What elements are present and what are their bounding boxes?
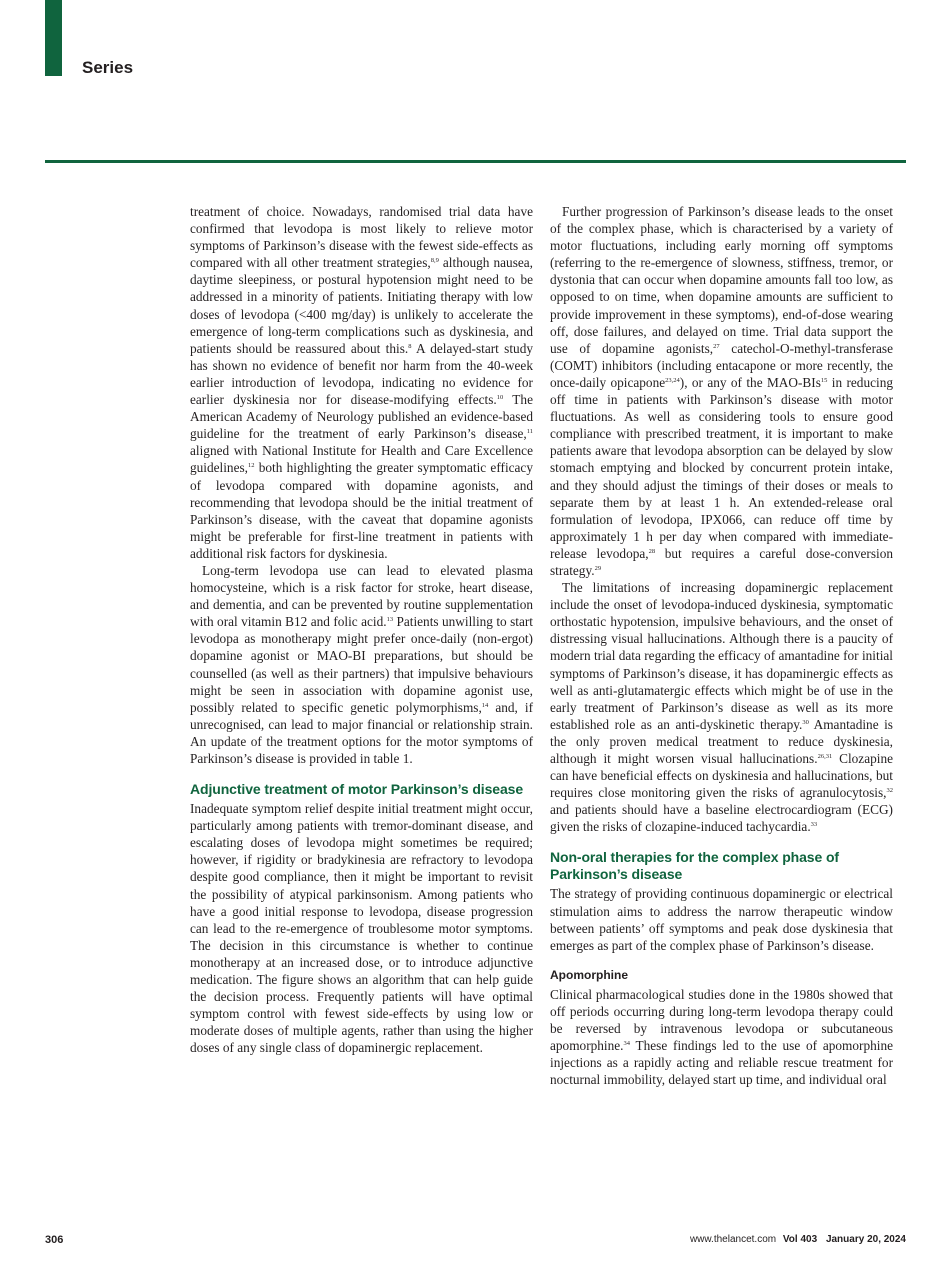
citation: 8,9: [430, 257, 439, 265]
header-rule: [45, 160, 906, 163]
paragraph: The strategy of providing continuous dopaminergic or electrical stimulation aims to address the narrow therapeutic window between patients’ off symptoms and peak dose dyskinesia that emerges as part of the complex phase of Parkinson’s disease.: [550, 886, 893, 953]
page-number: 306: [45, 1234, 64, 1246]
journal-url[interactable]: www.thelancet.com: [689, 1234, 777, 1245]
citation: 23,24: [665, 376, 680, 384]
paragraph: Clinical pharmacological studies done in the 1980s showed that off periods occurring during long-term levodopa therapy could be reversed by intravenous levodopa or subcutaneous apomorphine.$^{34}$ These findings led to the use of apomorphine injections as a rapidly acting and reliable rescue treatment for nocturnal immobility, delayed start up time, and individual oral: [550, 986, 893, 1088]
citation: 30: [802, 718, 809, 726]
series-color-bar: [45, 0, 62, 76]
paragraph: The limitations of increasing dopaminergic replacement include the onset of levodopa-induced dyskinesia, symptomatic orthostatic hypotension, impulsive behaviours, and the onset of distressing visual hallucinations. Although there is a paucity of modern trial data regarding the efficacy of amantadine for initial symptoms of Parkinson’s disease, it has dopaminergic effects as well as anti-glutamatergic effects which might be of use in the early treatment of Parkinson’s disease as well as its more established role as an anti-dyskinetic therapy.$^{30}$ Amantadine is the only proven medical treatment to reduce dyskinesia, although it might worsen visual hallucinations.$^{26,31}$ Clozapine can have beneficial effects on dyskinesia and hallucinations, but requires close monitoring given the risks of agranulocytosis,$^{32}$ and patients should have a baseline electrocardiogram (ECG) given the risks of clozapine-induced tachycardia.$^{33}$: [550, 580, 894, 835]
journal-date: January 20, 2024: [825, 1234, 906, 1245]
citation: 28: [648, 547, 656, 555]
left-column: [190, 203, 533, 1057]
citation: 27: [713, 342, 720, 350]
citation: 13: [386, 616, 394, 624]
citation: 29: [594, 564, 602, 572]
citation: 12: [247, 462, 255, 470]
citation: 8: [408, 342, 412, 350]
citation: 33: [810, 821, 818, 829]
journal-footer: [690, 1234, 906, 1245]
paragraph: Inadequate symptom relief despite initial treatment might occur, particularly among patients with tremor-dominant disease, and escalating doses of levodopa might sometimes be required; however, if rigidity or bradykinesia are refractory to levodopa despite good compliance, then it might be important to revisit the possibility of atypical parkinsonism. Among patients who have a good initial response to levodopa, disease progression can lead to the re-emergence of troublesome motor symptoms. The decision in this circumstance is whether to continue monotherapy at an increased dose, or to introduce adjunctive medication. The figure shows an algorithm that can help guide the decision process. Frequently patients will have optimal symptom control with fewest side-effects by using low or moderate doses of multiple agents, rather than using the higher doses of any single class of dopaminergic replacement.: [190, 801, 533, 1056]
citation: 34: [623, 1040, 630, 1048]
right-column: [550, 203, 893, 1088]
section-label: Series: [82, 58, 134, 77]
subsection-heading: Apomorphine: [550, 967, 628, 982]
citation: 32: [886, 787, 893, 795]
citation: 14: [481, 701, 489, 709]
citation: 15: [820, 376, 828, 384]
section-heading: Adjunctive treatment of motor Parkinson’s disease: [190, 781, 524, 798]
journal-volume: Vol 403: [782, 1234, 818, 1245]
citation: 10: [496, 394, 504, 402]
paragraph: Long-term levodopa use can lead to elevated plasma homocysteine, which is a risk factor for stroke, heart disease, and dementia, and can be prevented by routine supplementation with oral vitamin B12 and folic acid.$^{13}$ Patients unwilling to start levodopa as monotherapy might prefer once-daily (non-ergot) dopamine agonist or MAO-BI preparations, but should be counselled (as well as their partners) that impulsive behaviours might be seen in association with dopamine agonist use, possibly related to specific genetic polymorphisms,$^{14}$ and, if unrecognised, can lead to major financial or relationship strain. An update of the treatment options for the motor symptoms of Parkinson’s disease is provided in table 1.: [190, 562, 533, 766]
paragraph: Further progression of Parkinson’s disease leads to the onset of the complex phase, which is characterised by a variety of motor fluctuations, including early morning off symptoms (referring to the re-emergence of slowness, stiffness, tremor, or dystonia that can occur when dopamine amounts fall too low, as opposed to on time, when dopamine amounts are sufficient to provide improvement in these symptoms), end-of-dose wearing off, dose failures, and delayed on time. Trial data support the use of dopamine agonists,$^{27}$ catechol-O-methyl-transferase (COMT) inhibitors (including entacapone or more recently, the once-daily opicapone$^{23,24}$), or any of the MAO-BIs$^{15}$ in reducing off time in patients with Parkinson’s disease with motor fluctuations. As well as considering tools to ensure good compliance with prescribed treatment, it is important to make patients aware that levodopa absorption can be delayed by slow stomach emptying and blocked by concurrent protein intake, and they should adjust the timings of their doses or meals to separate them by at least 1 h. An extended-release oral formulation of levodopa, IPX066, can reduce off time by approximately 1 h per day when compared with immediate-release levodopa,$^{28}$ but requires a careful dose-conversion strategy.$^{29}$: [550, 204, 894, 578]
section-heading: Non-oral therapies for the complex phase of Parkinson’s disease: [550, 849, 839, 883]
citation: 26,31: [817, 753, 833, 760]
paragraph: treatment of choice. Nowadays, randomised trial data have confirmed that levodopa is most likely to relieve motor symptoms of Parkinson’s disease with the fewest side-effects as compared with all other treatment strategies,$^{8,9}$ although nausea, daytime sleepiness, or postural hypotension might need to be addressed in a minority of patients. Initiating therapy with low doses of levodopa (<400 mg/day) is unlikely to accelerate the emergence of long-term complications such as dyskinesia, and patients should be reassured about this.$^8$ A delayed-start study has shown no evidence of benefit nor harm from the 40-week earlier introduction of levodopa, indicating no evidence for earlier dyskinesia nor for disease-modifying effects.$^{10}$ The American Academy of Neurology published an evidence-based guideline for the treatment of early Parkinson’s disease,$^{11}$ aligned with National Institute for Health and Care Excellence guidelines,$^{12}$ both highlighting the greater symptomatic efficacy of levodopa compared with dopamine agonists, and recommending that levodopa should be the initial treatment of Parkinson’s disease, with the caveat that dopamine agonists might be preferable for first-line treatment in patients with additional risk factors for dyskinesia.: [190, 204, 533, 561]
citation: 11: [526, 428, 533, 436]
